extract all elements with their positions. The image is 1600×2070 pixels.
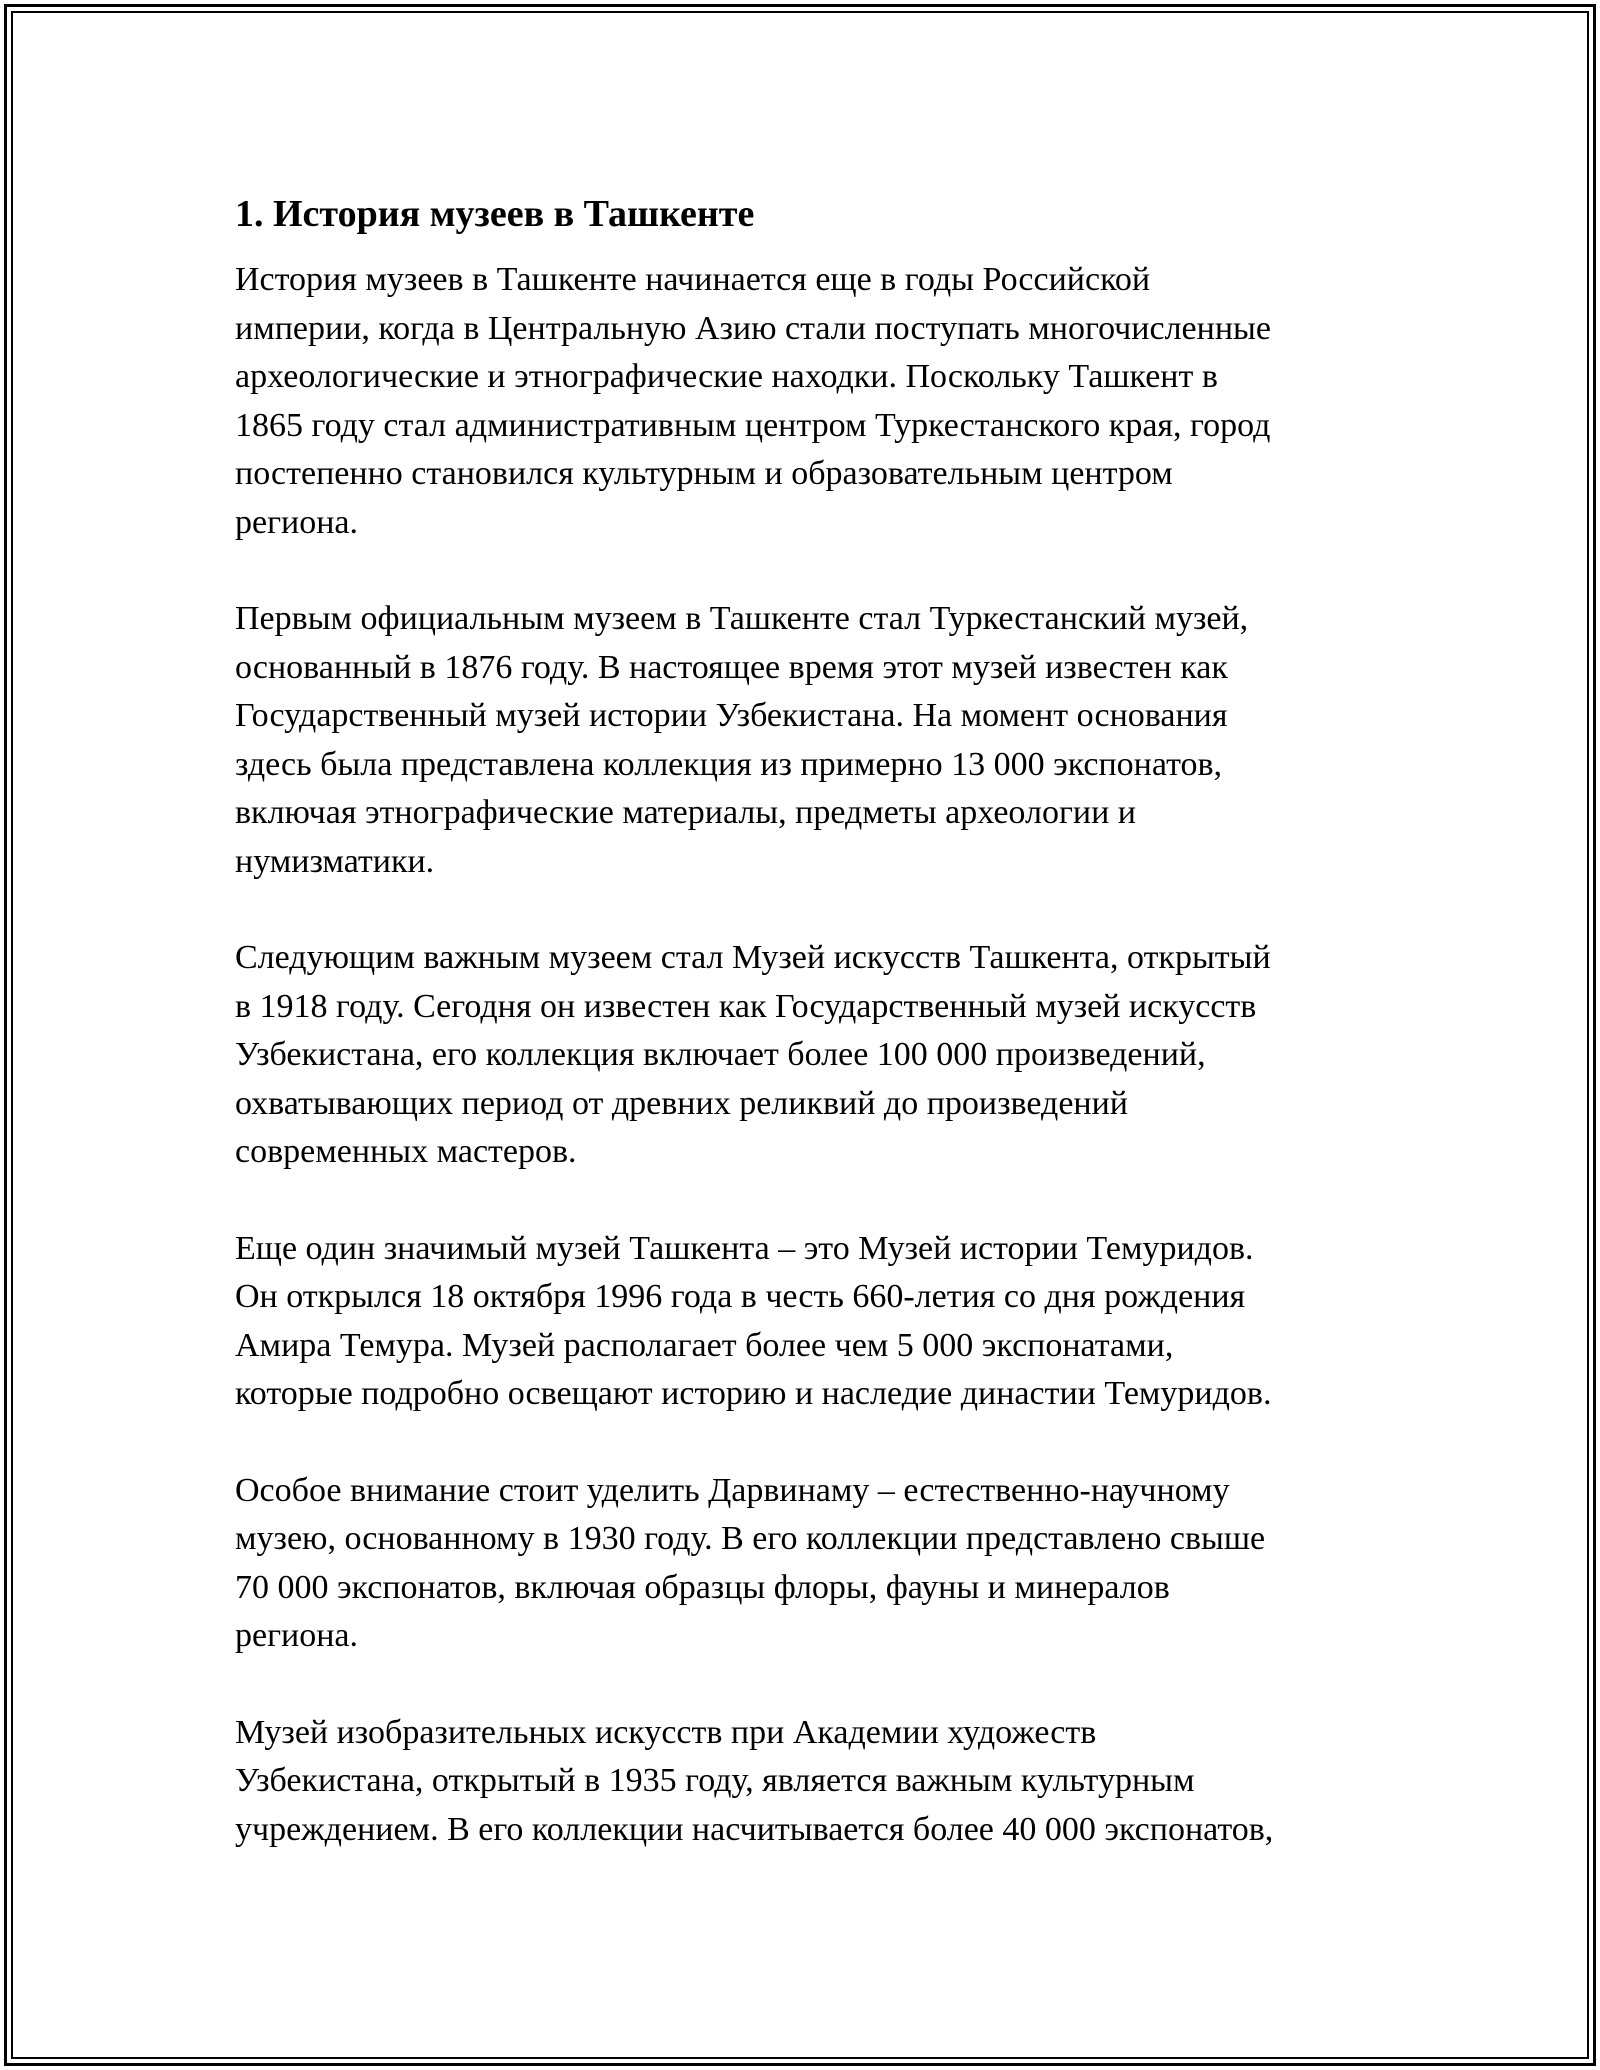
text-line: 1865 году стал административным центром Туркестанского края, город (235, 406, 1271, 444)
document-body (235, 190, 1395, 1902)
text-line: региона. (235, 1617, 359, 1654)
text-line: Узбекистана, открытый в 1935 году, является важным культурным (235, 1762, 1195, 1799)
text-line: Первым официальным музеем в Ташкенте стал Туркестанский музей, (235, 600, 1249, 637)
paragraph-3 (235, 934, 1395, 1177)
paragraph-2 (235, 595, 1395, 886)
text-line: охватывающих период от древних реликвий до произведений (235, 1084, 1128, 1122)
text-line: постепенно становился культурным и образовательным центром (235, 455, 1173, 492)
text-line: Амира Темура. Музей располагает более чем 5 000 экспонатами, (235, 1326, 1174, 1364)
text-line: империи, когда в Центральную Азию стали поступать многочисленные (235, 309, 1271, 347)
text-line: Следующим важным музеем стал Музей искусств Ташкента, открытый (235, 939, 1271, 976)
text-line: нумизматики. (235, 842, 435, 880)
text-line: Музей изобразительных искусств при Академии художеств (235, 1713, 1097, 1751)
text-line: музею, основанному в 1930 году. В его коллекции представлено свыше (235, 1520, 1266, 1557)
text-line: История музеев в Ташкенте начинается еще в годы Российской (235, 261, 1151, 298)
text-line: Особое внимание стоит уделить Дарвинаму – естественно-научному (235, 1471, 1230, 1509)
text-line: 70 000 экспонатов, включая образцы флоры, фауны и минералов (235, 1568, 1170, 1606)
text-line: археологические и этнографические находки. Поскольку Ташкент в (235, 358, 1218, 395)
section-heading: 1. История музеев в Ташкенте (235, 193, 755, 235)
text-line: Он открылся 18 октября 1996 года в честь 660-летия со дня рождения (235, 1278, 1246, 1315)
paragraph-1 (235, 256, 1395, 547)
paragraph-5 (235, 1467, 1395, 1661)
text-line: Еще один значимый музей Ташкента – это Музей истории Темуридов. (235, 1229, 1254, 1267)
paragraph-6 (235, 1709, 1395, 1855)
text-line: здесь была представлена коллекция из примерно 13 000 экспонатов, (235, 745, 1223, 783)
text-line: Государственный музей истории Узбекистана. На момент основания (235, 697, 1228, 734)
text-line: современных мастеров. (235, 1133, 577, 1170)
text-line: в 1918 году. Сегодня он известен как Государственный музей искусств (235, 987, 1257, 1025)
text-line: региона. (235, 503, 359, 541)
paragraph-4 (235, 1225, 1395, 1419)
text-line: учреждением. В его коллекции насчитывается более 40 000 экспонатов, (235, 1810, 1274, 1848)
text-line: включая этнографические материалы, предметы археологии и (235, 794, 1136, 831)
text-line: основанный в 1876 году. В настоящее время этот музей известен как (235, 648, 1228, 686)
text-line: которые подробно освещают историю и наследие династии Темуридов. (235, 1375, 1272, 1412)
text-line: Узбекистана, его коллекция включает более 100 000 произведений, (235, 1036, 1206, 1073)
